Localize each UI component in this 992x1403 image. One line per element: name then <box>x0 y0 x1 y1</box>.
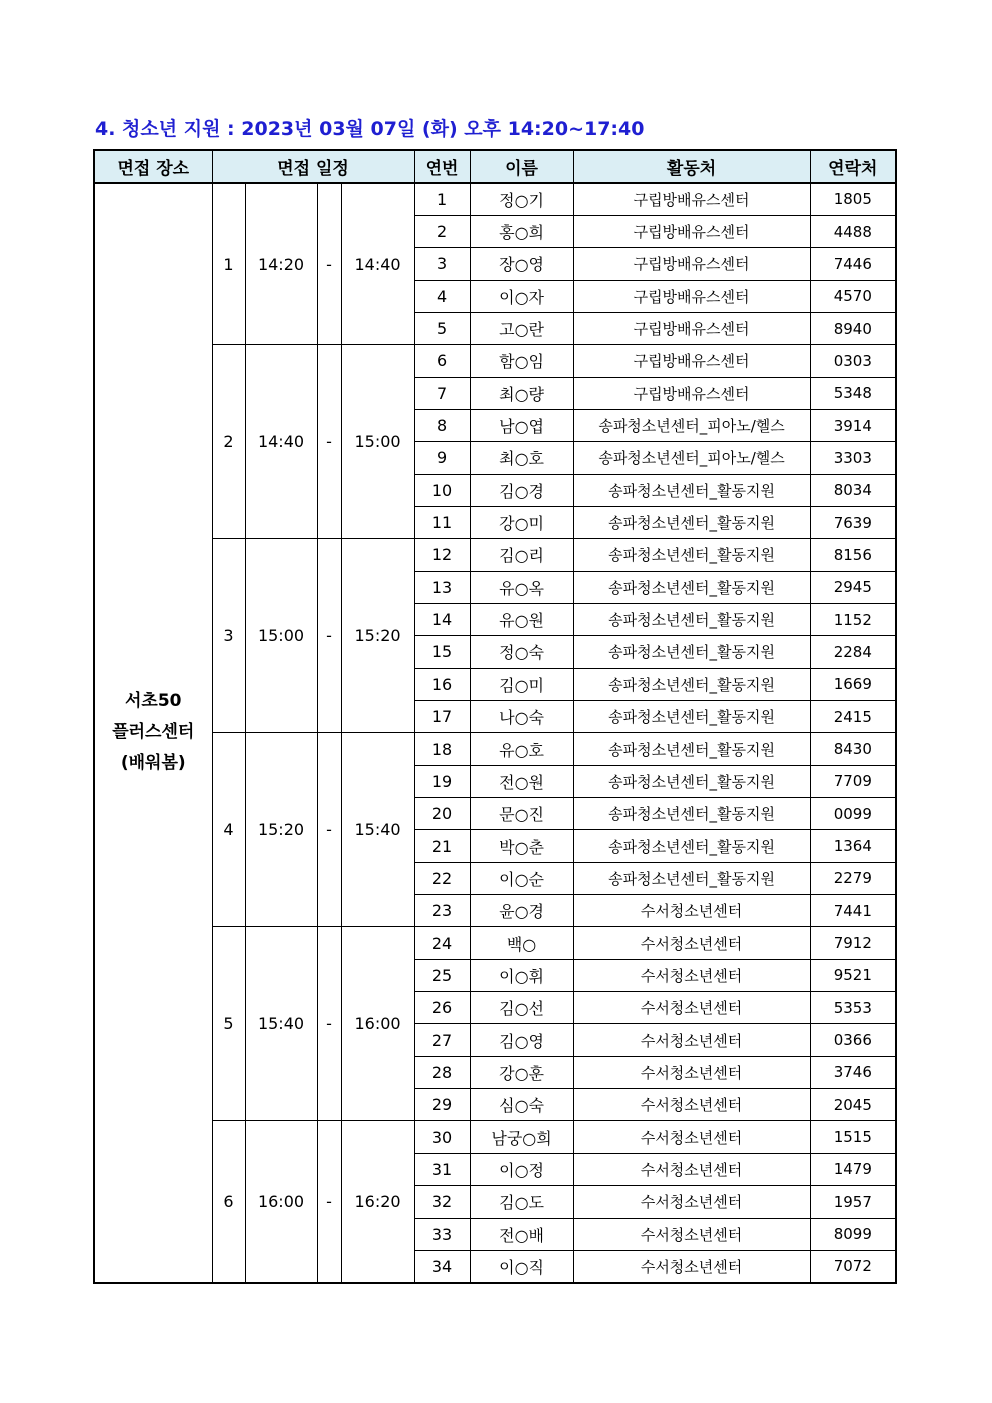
slot-number: 4 <box>212 733 245 927</box>
row-contact: 7446 <box>810 248 896 280</box>
row-activity: 수서청소년센터 <box>573 1153 810 1185</box>
header-contact: 연락처 <box>810 150 896 183</box>
row-name: 최○량 <box>470 377 573 409</box>
row-name: 전○원 <box>470 765 573 797</box>
row-activity: 송파청소년센터_활동지원 <box>573 603 810 635</box>
row-contact: 0099 <box>810 798 896 830</box>
row-number: 27 <box>414 1024 470 1056</box>
row-name: 정○숙 <box>470 636 573 668</box>
slot-number: 2 <box>212 345 245 539</box>
row-activity: 수서청소년센터 <box>573 1218 810 1250</box>
row-activity: 송파청소년센터_피아노/헬스 <box>573 409 810 441</box>
row-contact: 8034 <box>810 474 896 506</box>
row-number: 18 <box>414 733 470 765</box>
row-activity: 구립방배유스센터 <box>573 215 810 247</box>
header-activity: 활동처 <box>573 150 810 183</box>
row-activity: 송파청소년센터_활동지원 <box>573 668 810 700</box>
row-contact: 7072 <box>810 1250 896 1282</box>
row-number: 11 <box>414 506 470 538</box>
row-name: 이○휘 <box>470 959 573 991</box>
row-number: 24 <box>414 927 470 959</box>
row-name: 홍○희 <box>470 215 573 247</box>
row-name: 전○배 <box>470 1218 573 1250</box>
row-name: 유○호 <box>470 733 573 765</box>
row-activity: 송파청소년센터_활동지원 <box>573 862 810 894</box>
row-number: 1 <box>414 183 470 215</box>
row-activity: 송파청소년센터_활동지원 <box>573 636 810 668</box>
row-contact: 8430 <box>810 733 896 765</box>
interview-schedule-table <box>93 149 897 1284</box>
row-number: 30 <box>414 1121 470 1153</box>
row-name: 윤○경 <box>470 895 573 927</box>
slot-end-time: 16:20 <box>341 1121 414 1283</box>
section-title: 4. 청소년 지원 : 2023년 03월 07일 (화) 오후 14:20~17:40 <box>95 118 645 140</box>
row-activity: 구립방배유스센터 <box>573 280 810 312</box>
row-number: 34 <box>414 1250 470 1282</box>
header-schedule: 면접 일정 <box>212 150 414 183</box>
row-number: 16 <box>414 668 470 700</box>
header-row <box>94 150 896 183</box>
row-contact: 2279 <box>810 862 896 894</box>
slot-dash: - <box>317 1121 341 1283</box>
slot-end-time: 15:20 <box>341 539 414 733</box>
header-name: 이름 <box>470 150 573 183</box>
row-activity: 수서청소년센터 <box>573 1089 810 1121</box>
row-number: 21 <box>414 830 470 862</box>
row-activity: 구립방배유스센터 <box>573 312 810 344</box>
row-number: 25 <box>414 959 470 991</box>
row-activity: 수서청소년센터 <box>573 895 810 927</box>
row-activity: 수서청소년센터 <box>573 992 810 1024</box>
row-contact: 3303 <box>810 442 896 474</box>
row-activity: 수서청소년센터 <box>573 959 810 991</box>
row-number: 29 <box>414 1089 470 1121</box>
row-name: 강○훈 <box>470 1056 573 1088</box>
row-name: 문○진 <box>470 798 573 830</box>
row-contact: 7912 <box>810 927 896 959</box>
row-number: 9 <box>414 442 470 474</box>
row-name: 백○ <box>470 927 573 959</box>
row-contact: 1957 <box>810 1186 896 1218</box>
row-contact: 1364 <box>810 830 896 862</box>
row-contact: 7441 <box>810 895 896 927</box>
row-contact: 8156 <box>810 539 896 571</box>
row-number: 33 <box>414 1218 470 1250</box>
row-name: 이○자 <box>470 280 573 312</box>
row-name: 박○춘 <box>470 830 573 862</box>
row-contact: 7709 <box>810 765 896 797</box>
row-number: 19 <box>414 765 470 797</box>
row-name: 이○정 <box>470 1153 573 1185</box>
venue-line3: (배워봄) <box>120 753 186 774</box>
row-contact: 2045 <box>810 1089 896 1121</box>
row-name: 유○옥 <box>470 571 573 603</box>
row-name: 이○직 <box>470 1250 573 1282</box>
row-name: 이○순 <box>470 862 573 894</box>
row-contact: 1805 <box>810 183 896 215</box>
slot-start-time: 14:40 <box>245 345 317 539</box>
row-name: 김○리 <box>470 539 573 571</box>
row-activity: 수서청소년센터 <box>573 1121 810 1153</box>
row-name: 김○경 <box>470 474 573 506</box>
row-contact: 0366 <box>810 1024 896 1056</box>
row-activity: 송파청소년센터_활동지원 <box>573 765 810 797</box>
row-number: 4 <box>414 280 470 312</box>
row-name: 강○미 <box>470 506 573 538</box>
row-activity: 구립방배유스센터 <box>573 377 810 409</box>
header-number: 연번 <box>414 150 470 183</box>
row-contact: 8940 <box>810 312 896 344</box>
row-activity: 수서청소년센터 <box>573 1250 810 1282</box>
row-contact: 9521 <box>810 959 896 991</box>
row-name: 장○영 <box>470 248 573 280</box>
row-number: 26 <box>414 992 470 1024</box>
row-contact: 7639 <box>810 506 896 538</box>
table-row <box>94 1121 896 1153</box>
row-activity: 수서청소년센터 <box>573 1186 810 1218</box>
row-number: 20 <box>414 798 470 830</box>
row-contact: 8099 <box>810 1218 896 1250</box>
row-contact: 4570 <box>810 280 896 312</box>
row-number: 31 <box>414 1153 470 1185</box>
table-row <box>94 927 896 959</box>
slot-start-time: 15:40 <box>245 927 317 1121</box>
row-name: 김○선 <box>470 992 573 1024</box>
row-name: 나○숙 <box>470 701 573 733</box>
venue-cell <box>94 183 212 1283</box>
table-body <box>94 183 896 1283</box>
row-name: 최○호 <box>470 442 573 474</box>
row-activity: 수서청소년센터 <box>573 1024 810 1056</box>
table-row <box>94 733 896 765</box>
row-number: 8 <box>414 409 470 441</box>
row-name: 김○미 <box>470 668 573 700</box>
row-activity: 송파청소년센터_활동지원 <box>573 830 810 862</box>
row-number: 15 <box>414 636 470 668</box>
slot-dash: - <box>317 539 341 733</box>
row-number: 13 <box>414 571 470 603</box>
slot-end-time: 16:00 <box>341 927 414 1121</box>
row-name: 고○란 <box>470 312 573 344</box>
row-activity: 송파청소년센터_활동지원 <box>573 539 810 571</box>
row-contact: 1669 <box>810 668 896 700</box>
slot-dash: - <box>317 183 341 345</box>
row-contact: 1152 <box>810 603 896 635</box>
row-contact: 1515 <box>810 1121 896 1153</box>
row-contact: 2415 <box>810 701 896 733</box>
table-row <box>94 183 896 215</box>
row-activity: 송파청소년센터_활동지원 <box>573 798 810 830</box>
row-contact: 5353 <box>810 992 896 1024</box>
slot-dash: - <box>317 733 341 927</box>
slot-dash: - <box>317 345 341 539</box>
slot-dash: - <box>317 927 341 1121</box>
row-contact: 1479 <box>810 1153 896 1185</box>
row-number: 12 <box>414 539 470 571</box>
row-number: 28 <box>414 1056 470 1088</box>
venue-line2: 플러스센터 <box>112 722 195 743</box>
row-activity: 수서청소년센터 <box>573 927 810 959</box>
row-activity: 송파청소년센터_활동지원 <box>573 733 810 765</box>
slot-number: 1 <box>212 183 245 345</box>
venue-line1: 서초50 <box>124 691 182 712</box>
row-contact: 0303 <box>810 345 896 377</box>
row-number: 7 <box>414 377 470 409</box>
row-contact: 2284 <box>810 636 896 668</box>
row-contact: 4488 <box>810 215 896 247</box>
row-name: 심○숙 <box>470 1089 573 1121</box>
slot-start-time: 16:00 <box>245 1121 317 1283</box>
slot-start-time: 15:20 <box>245 733 317 927</box>
row-activity: 구립방배유스센터 <box>573 183 810 215</box>
row-number: 5 <box>414 312 470 344</box>
slot-start-time: 14:20 <box>245 183 317 345</box>
row-number: 32 <box>414 1186 470 1218</box>
slot-number: 3 <box>212 539 245 733</box>
slot-end-time: 15:40 <box>341 733 414 927</box>
slot-start-time: 15:00 <box>245 539 317 733</box>
row-name: 유○원 <box>470 603 573 635</box>
row-contact: 5348 <box>810 377 896 409</box>
table-row <box>94 345 896 377</box>
row-number: 6 <box>414 345 470 377</box>
row-number: 22 <box>414 862 470 894</box>
row-activity: 수서청소년센터 <box>573 1056 810 1088</box>
row-name: 함○임 <box>470 345 573 377</box>
slot-end-time: 14:40 <box>341 183 414 345</box>
row-number: 14 <box>414 603 470 635</box>
row-activity: 송파청소년센터_피아노/헬스 <box>573 442 810 474</box>
header-venue: 면접 장소 <box>94 150 212 183</box>
row-activity: 송파청소년센터_활동지원 <box>573 701 810 733</box>
row-name: 남궁○희 <box>470 1121 573 1153</box>
row-activity: 구립방배유스센터 <box>573 248 810 280</box>
row-activity: 송파청소년센터_활동지원 <box>573 506 810 538</box>
row-activity: 구립방배유스센터 <box>573 345 810 377</box>
slot-number: 5 <box>212 927 245 1121</box>
row-number: 10 <box>414 474 470 506</box>
row-number: 17 <box>414 701 470 733</box>
row-name: 김○도 <box>470 1186 573 1218</box>
row-contact: 3914 <box>810 409 896 441</box>
row-number: 3 <box>414 248 470 280</box>
row-activity: 송파청소년센터_활동지원 <box>573 474 810 506</box>
row-contact: 3746 <box>810 1056 896 1088</box>
slot-end-time: 15:00 <box>341 345 414 539</box>
row-name: 남○엽 <box>470 409 573 441</box>
row-number: 2 <box>414 215 470 247</box>
row-name: 김○영 <box>470 1024 573 1056</box>
row-number: 23 <box>414 895 470 927</box>
row-contact: 2945 <box>810 571 896 603</box>
row-activity: 송파청소년센터_활동지원 <box>573 571 810 603</box>
table-row <box>94 539 896 571</box>
row-name: 정○기 <box>470 183 573 215</box>
slot-number: 6 <box>212 1121 245 1283</box>
